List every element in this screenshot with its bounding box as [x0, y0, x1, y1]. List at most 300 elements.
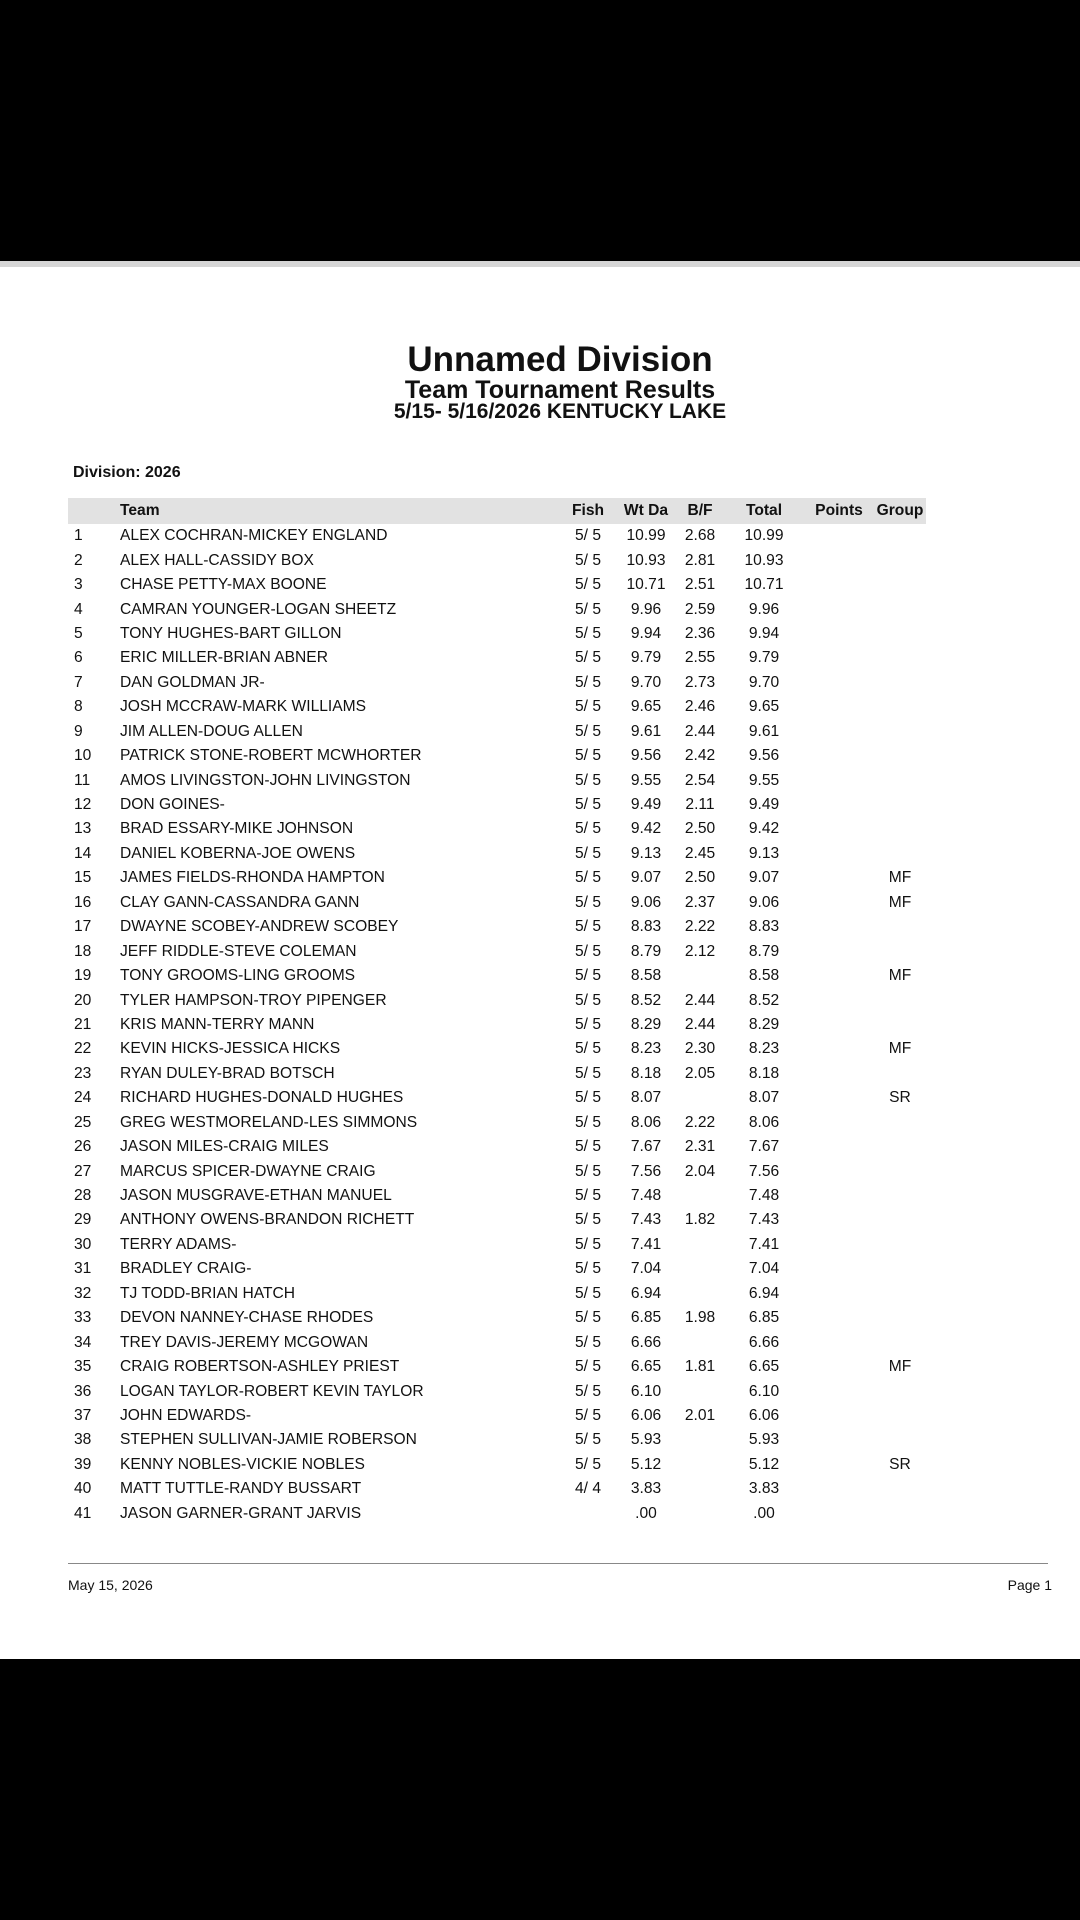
total-cell: 9.49 [748, 796, 780, 814]
points-cell [804, 1208, 874, 1232]
points-cell [804, 817, 874, 841]
team-cell: LOGAN TAYLOR-ROBERT KEVIN TAYLOR [120, 1382, 424, 1400]
table-row [68, 1282, 926, 1306]
fish-cell: 5/ 5 [574, 624, 601, 642]
table-header-row [68, 498, 926, 524]
big-fish-cell [676, 1330, 724, 1354]
weight-cell: 7.48 [630, 1187, 662, 1205]
fish-cell: 5/ 5 [574, 551, 601, 569]
fish-cell: 5/ 5 [574, 1089, 601, 1107]
fish-cell: 5/ 5 [574, 1187, 601, 1205]
team-cell: JAMES FIELDS-RHONDA HAMPTON [120, 869, 385, 887]
big-fish-cell: 1.98 [684, 1309, 716, 1327]
fish-cell: 5/ 5 [574, 1358, 601, 1376]
big-fish-cell: 2.11 [685, 796, 715, 814]
table-row [68, 1477, 926, 1501]
team-cell: TERRY ADAMS- [120, 1235, 237, 1253]
table-row [68, 744, 926, 768]
team-cell: STEPHEN SULLIVAN-JAMIE ROBERSON [120, 1431, 417, 1449]
total-cell: 6.06 [748, 1406, 780, 1424]
total-cell: 3.83 [748, 1480, 780, 1498]
fish-cell: 5/ 5 [574, 771, 601, 789]
big-fish-cell: 2.04 [684, 1162, 716, 1180]
rank-cell: 31 [74, 1260, 92, 1278]
team-cell: BRADLEY CRAIG- [120, 1260, 252, 1278]
group-cell [874, 622, 926, 646]
big-fish-cell: 2.05 [684, 1064, 716, 1082]
weight-cell: .00 [635, 1504, 657, 1522]
fish-cell: 5/ 5 [574, 967, 601, 985]
weight-cell: 5.93 [630, 1431, 662, 1449]
team-cell: JEFF RIDDLE-STEVE COLEMAN [120, 942, 357, 960]
group-cell [874, 573, 926, 597]
fish-cell: 5/ 5 [574, 527, 601, 545]
points-cell [804, 744, 874, 768]
group-cell [874, 1428, 926, 1452]
fish-cell: 5/ 5 [574, 1455, 601, 1473]
team-cell: JASON GARNER-GRANT JARVIS [120, 1504, 362, 1522]
total-cell: 9.06 [748, 893, 780, 911]
points-cell [804, 548, 874, 572]
team-cell: RYAN DULEY-BRAD BOTSCH [120, 1064, 335, 1082]
fish-cell: 5/ 5 [574, 1309, 601, 1327]
big-fish-cell: 2.37 [684, 893, 716, 911]
big-fish-cell: 2.42 [684, 747, 716, 765]
points-cell [804, 1502, 874, 1526]
fish-cell: 5/ 5 [574, 942, 601, 960]
weight-cell: 9.56 [630, 747, 662, 765]
total-cell: 9.42 [748, 820, 780, 838]
col-header-fish: Fish [560, 498, 616, 524]
group-cell [874, 1184, 926, 1208]
footer-date: May 15, 2026 [68, 1577, 153, 1593]
weight-cell: 8.29 [630, 1015, 662, 1033]
fish-cell: 5/ 5 [574, 1064, 601, 1082]
weight-cell: 9.07 [630, 869, 662, 887]
total-cell: 7.67 [748, 1138, 780, 1156]
team-cell: DEVON NANNEY-CHASE RHODES [120, 1309, 374, 1327]
team-cell: JOHN EDWARDS- [120, 1406, 252, 1424]
team-cell: DAN GOLDMAN JR- [120, 673, 265, 691]
total-cell: 7.41 [748, 1235, 780, 1253]
big-fish-cell [676, 1282, 724, 1306]
big-fish-cell: 2.50 [684, 869, 716, 887]
rank-cell: 23 [74, 1064, 92, 1082]
weight-cell: 8.06 [630, 1113, 662, 1131]
big-fish-cell: 1.81 [684, 1358, 716, 1376]
col-header-wt: Wt Da [616, 498, 676, 524]
big-fish-cell: 2.59 [684, 600, 716, 618]
points-cell [804, 891, 874, 915]
group-cell: SR [889, 1455, 911, 1473]
weight-cell: 8.79 [630, 942, 662, 960]
big-fish-cell: 2.44 [684, 1015, 716, 1033]
rank-cell: 2 [74, 551, 83, 569]
weight-cell: 6.94 [630, 1284, 662, 1302]
rank-cell: 18 [74, 942, 92, 960]
table-row [68, 597, 926, 621]
total-cell: 9.61 [748, 722, 780, 740]
table-row [68, 1233, 926, 1257]
group-cell [874, 1404, 926, 1428]
rank-cell: 8 [74, 698, 83, 716]
table-row [68, 964, 926, 988]
table-row [68, 1159, 926, 1183]
total-cell: 9.65 [748, 698, 780, 716]
total-cell: 8.79 [748, 942, 780, 960]
weight-cell: 10.99 [626, 527, 666, 545]
rank-cell: 10 [74, 747, 92, 765]
group-cell [874, 720, 926, 744]
weight-cell: 10.93 [626, 551, 666, 569]
page-top-edge [0, 261, 1080, 267]
total-cell: 7.48 [748, 1187, 780, 1205]
rank-cell: 15 [74, 869, 92, 887]
table-row [68, 842, 926, 866]
weight-cell: 6.10 [630, 1382, 662, 1400]
points-cell [804, 768, 874, 792]
weight-cell: 10.71 [626, 576, 666, 594]
rank-cell: 5 [74, 624, 83, 642]
points-cell [804, 1379, 874, 1403]
points-cell [804, 720, 874, 744]
weight-cell: 8.23 [630, 1040, 662, 1058]
team-cell: DON GOINES- [120, 796, 225, 814]
table-row [68, 891, 926, 915]
points-cell [804, 1111, 874, 1135]
points-cell [804, 1184, 874, 1208]
big-fish-cell: 2.44 [684, 722, 716, 740]
team-cell: AMOS LIVINGSTON-JOHN LIVINGSTON [120, 771, 411, 789]
total-cell: 9.70 [748, 673, 780, 691]
group-cell [874, 1502, 926, 1526]
weight-cell: 3.83 [630, 1480, 662, 1498]
group-cell [874, 1135, 926, 1159]
team-cell: CRAIG ROBERTSON-ASHLEY PRIEST [120, 1358, 400, 1376]
footer-divider [68, 1563, 1048, 1564]
points-cell [804, 1013, 874, 1037]
rank-cell: 20 [74, 991, 92, 1009]
fish-cell: 5/ 5 [574, 722, 601, 740]
fish-cell: 5/ 5 [574, 1333, 601, 1351]
table-row [68, 622, 926, 646]
group-cell [874, 939, 926, 963]
group-cell [874, 524, 926, 548]
table-row [68, 939, 926, 963]
fish-cell: 5/ 5 [574, 600, 601, 618]
weight-cell: 6.06 [630, 1406, 662, 1424]
points-cell [804, 964, 874, 988]
total-cell: 8.07 [748, 1089, 780, 1107]
team-cell: JOSH MCCRAW-MARK WILLIAMS [120, 698, 367, 716]
table-row [68, 1062, 926, 1086]
fish-cell [560, 1502, 616, 1526]
big-fish-cell: 2.22 [684, 918, 716, 936]
big-fish-cell [676, 1453, 724, 1477]
weight-cell: 7.67 [630, 1138, 662, 1156]
table-row [68, 793, 926, 817]
big-fish-cell [676, 1502, 724, 1526]
rank-cell: 33 [74, 1309, 92, 1327]
team-cell: ANTHONY OWENS-BRANDON RICHETT [120, 1211, 415, 1229]
total-cell: 7.56 [748, 1162, 780, 1180]
fish-cell: 5/ 5 [574, 1382, 601, 1400]
total-cell: 5.93 [748, 1431, 780, 1449]
rank-cell: 3 [74, 576, 83, 594]
big-fish-cell: 2.54 [684, 771, 716, 789]
col-header-bf: B/F [676, 498, 724, 524]
table-row [68, 1013, 926, 1037]
big-fish-cell: 2.01 [684, 1406, 716, 1424]
fish-cell: 5/ 5 [574, 1162, 601, 1180]
team-cell: CHASE PETTY-MAX BOONE [120, 576, 327, 594]
rank-cell: 1 [74, 527, 83, 545]
fish-cell: 5/ 5 [574, 820, 601, 838]
fish-cell: 5/ 5 [574, 1040, 601, 1058]
total-cell: 8.83 [748, 918, 780, 936]
total-cell: 9.94 [748, 624, 780, 642]
team-cell: RICHARD HUGHES-DONALD HUGHES [120, 1089, 404, 1107]
group-cell [874, 1330, 926, 1354]
points-cell [804, 866, 874, 890]
fish-cell: 5/ 5 [574, 747, 601, 765]
rank-cell: 16 [74, 893, 92, 911]
big-fish-cell: 2.31 [684, 1138, 716, 1156]
group-cell [874, 1208, 926, 1232]
big-fish-cell: 2.30 [684, 1040, 716, 1058]
fish-cell: 5/ 5 [574, 1284, 601, 1302]
fish-cell: 5/ 5 [574, 673, 601, 691]
total-cell: 6.10 [748, 1382, 780, 1400]
group-cell [874, 1233, 926, 1257]
rank-cell: 40 [74, 1480, 92, 1498]
fish-cell: 5/ 5 [574, 918, 601, 936]
group-cell [874, 768, 926, 792]
big-fish-cell [676, 964, 724, 988]
weight-cell: 9.65 [630, 698, 662, 716]
fish-cell: 5/ 5 [574, 1431, 601, 1449]
fish-cell: 5/ 5 [574, 869, 601, 887]
team-cell: KEVIN HICKS-JESSICA HICKS [120, 1040, 341, 1058]
points-cell [804, 1233, 874, 1257]
group-cell [874, 671, 926, 695]
group-cell [874, 695, 926, 719]
points-cell [804, 988, 874, 1012]
points-cell [804, 573, 874, 597]
team-cell: CAMRAN YOUNGER-LOGAN SHEETZ [120, 600, 397, 618]
rank-cell: 11 [74, 771, 91, 789]
rank-cell: 21 [74, 1015, 92, 1033]
team-cell: DANIEL KOBERNA-JOE OWENS [120, 844, 356, 862]
event-dates-location: 5/15- 5/16/2026 KENTUCKY LAKE [393, 400, 727, 423]
weight-cell: 9.49 [630, 796, 662, 814]
big-fish-cell: 2.68 [684, 527, 716, 545]
weight-cell: 8.58 [630, 967, 662, 985]
group-cell: MF [888, 1358, 912, 1376]
weight-cell: 6.85 [630, 1309, 662, 1327]
group-cell [874, 1111, 926, 1135]
rank-cell: 29 [74, 1211, 92, 1229]
total-cell: 9.07 [748, 869, 780, 887]
total-cell: 8.58 [748, 967, 780, 985]
rank-cell: 27 [74, 1162, 92, 1180]
weight-cell: 8.83 [630, 918, 662, 936]
weight-cell: 6.65 [630, 1358, 662, 1376]
total-cell: 5.12 [748, 1455, 780, 1473]
table-row [68, 1086, 926, 1110]
big-fish-cell: 2.81 [684, 551, 716, 569]
points-cell [804, 597, 874, 621]
rank-cell: 13 [74, 820, 92, 838]
fish-cell: 5/ 5 [574, 796, 601, 814]
table-row [68, 768, 926, 792]
total-cell: .00 [753, 1504, 775, 1522]
points-cell [804, 1159, 874, 1183]
big-fish-cell [676, 1379, 724, 1403]
total-cell: 7.04 [748, 1260, 780, 1278]
weight-cell: 9.06 [630, 893, 662, 911]
group-cell [874, 1282, 926, 1306]
fish-cell: 5/ 5 [574, 1113, 601, 1131]
team-cell: JIM ALLEN-DOUG ALLEN [120, 722, 303, 740]
total-cell: 9.79 [748, 649, 780, 667]
big-fish-cell [676, 1477, 724, 1501]
team-cell: KRIS MANN-TERRY MANN [120, 1015, 315, 1033]
big-fish-cell: 2.22 [684, 1113, 716, 1131]
points-cell [804, 793, 874, 817]
team-cell: TONY GROOMS-LING GROOMS [120, 967, 356, 985]
big-fish-cell: 2.12 [684, 942, 716, 960]
group-cell [874, 1477, 926, 1501]
group-cell [874, 1306, 926, 1330]
rank-cell: 14 [74, 844, 92, 862]
total-cell: 9.56 [748, 747, 780, 765]
rank-cell: 4 [74, 600, 83, 618]
points-cell [804, 1330, 874, 1354]
table-row [68, 1184, 926, 1208]
fish-cell: 5/ 5 [574, 649, 601, 667]
group-cell [874, 1379, 926, 1403]
weight-cell: 9.96 [630, 600, 662, 618]
table-row [68, 1111, 926, 1135]
results-body [68, 524, 926, 1526]
report-title: Unnamed Division [407, 340, 713, 379]
weight-cell: 7.41 [630, 1235, 662, 1253]
big-fish-cell: 2.45 [684, 844, 716, 862]
table-row [68, 671, 926, 695]
points-cell [804, 1428, 874, 1452]
points-cell [804, 1062, 874, 1086]
group-cell [874, 1013, 926, 1037]
big-fish-cell: 2.36 [684, 624, 716, 642]
weight-cell: 8.07 [630, 1089, 662, 1107]
weight-cell: 9.13 [630, 844, 662, 862]
rank-cell: 19 [74, 967, 92, 985]
big-fish-cell [676, 1428, 724, 1452]
big-fish-cell: 2.55 [684, 649, 716, 667]
table-row [68, 646, 926, 670]
fish-cell: 5/ 5 [574, 1260, 601, 1278]
fish-cell: 5/ 5 [574, 1015, 601, 1033]
fish-cell: 5/ 5 [574, 893, 601, 911]
group-cell [874, 548, 926, 572]
table-row [68, 1037, 926, 1061]
total-cell: 9.55 [748, 771, 780, 789]
points-cell [804, 622, 874, 646]
rank-cell: 39 [74, 1455, 92, 1473]
team-cell: TYLER HAMPSON-TROY PIPENGER [120, 991, 387, 1009]
points-cell [804, 939, 874, 963]
table-row [68, 1306, 926, 1330]
rank-cell: 28 [74, 1187, 92, 1205]
rank-cell: 22 [74, 1040, 92, 1058]
big-fish-cell: 2.44 [684, 991, 716, 1009]
weight-cell: 9.94 [630, 624, 662, 642]
points-cell [804, 1282, 874, 1306]
total-cell: 7.43 [748, 1211, 780, 1229]
points-cell [804, 1404, 874, 1428]
team-cell: MATT TUTTLE-RANDY BUSSART [120, 1480, 362, 1498]
total-cell: 9.96 [748, 600, 780, 618]
rank-cell: 6 [74, 649, 83, 667]
results-table [68, 498, 926, 1526]
group-cell [874, 793, 926, 817]
fish-cell: 5/ 5 [574, 1235, 601, 1253]
fish-cell: 5/ 5 [574, 991, 601, 1009]
group-cell: MF [888, 1040, 912, 1058]
points-cell [804, 1086, 874, 1110]
rank-cell: 7 [74, 673, 83, 691]
group-cell [874, 1159, 926, 1183]
group-cell [874, 1257, 926, 1281]
team-cell: GREG WESTMORELAND-LES SIMMONS [120, 1113, 418, 1131]
team-cell: ERIC MILLER-BRIAN ABNER [120, 649, 328, 667]
points-cell [804, 1453, 874, 1477]
total-cell: 6.66 [748, 1333, 780, 1351]
points-cell [804, 1477, 874, 1501]
points-cell [804, 1135, 874, 1159]
big-fish-cell: 2.50 [684, 820, 716, 838]
rank-cell: 25 [74, 1113, 92, 1131]
fish-cell: 5/ 5 [574, 1138, 601, 1156]
col-header-total: Total [724, 498, 804, 524]
table-row [68, 1208, 926, 1232]
group-cell [874, 744, 926, 768]
table-row [68, 573, 926, 597]
rank-cell: 9 [74, 722, 83, 740]
total-cell: 8.18 [748, 1064, 780, 1082]
points-cell [804, 915, 874, 939]
weight-cell: 9.79 [630, 649, 662, 667]
points-cell [804, 646, 874, 670]
total-cell: 8.52 [748, 991, 780, 1009]
fish-cell: 5/ 5 [574, 576, 601, 594]
rank-cell: 30 [74, 1235, 92, 1253]
table-row [68, 1502, 926, 1526]
total-cell: 8.23 [748, 1040, 780, 1058]
fish-cell: 5/ 5 [574, 698, 601, 716]
table-row [68, 915, 926, 939]
group-cell: MF [888, 893, 912, 911]
col-header-points: Points [804, 498, 874, 524]
big-fish-cell [676, 1184, 724, 1208]
col-header-group: Group [874, 498, 926, 524]
points-cell [804, 842, 874, 866]
big-fish-cell: 2.73 [684, 673, 716, 691]
team-cell: JASON MILES-CRAIG MILES [120, 1138, 329, 1156]
weight-cell: 9.70 [630, 673, 662, 691]
team-cell: DWAYNE SCOBEY-ANDREW SCOBEY [120, 918, 399, 936]
